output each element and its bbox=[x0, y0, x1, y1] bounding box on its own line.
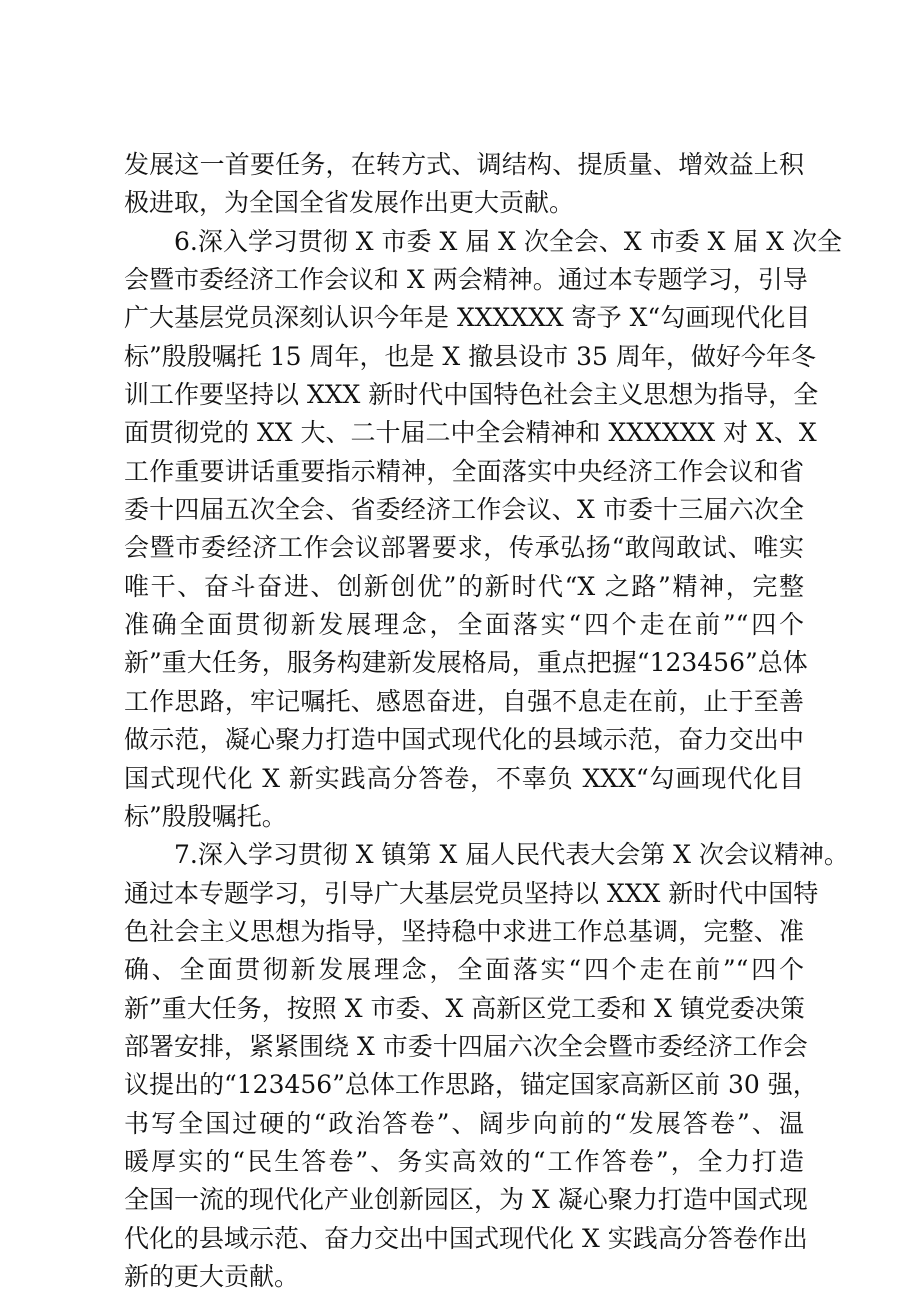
text-line: 委十四届五次全会、省委经济工作会议、X 市委十三届六次全 bbox=[124, 495, 804, 525]
text-line: 唯干、奋斗奋进、创新创优”的新时代“X 之路”精神，完整 bbox=[124, 571, 804, 601]
text-line: 准确全面贯彻新发展理念，全面落实“四个走在前”“四个 bbox=[124, 610, 804, 640]
text-line: 国式现代化 X 新实践高分答卷，不辜负 XXX“勾画现代化目 bbox=[124, 763, 804, 793]
text-line: 会暨市委经济工作会议部署要求，传承弘扬“敢闯敢试、唯实 bbox=[124, 533, 804, 563]
text-line: 通过本专题学习，引导广大基层党员坚持以 XXX 新时代中国特 bbox=[124, 878, 819, 908]
text-line: 标”殷殷嘱托 15 周年，也是 X 撤县设市 35 周年，做好今年冬 bbox=[124, 341, 816, 371]
text-line: 色社会主义思想为指导，坚持稳中求进工作总基调，完整、准 bbox=[124, 916, 804, 946]
text-line: 做示范，凝心聚力打造中国式现代化的县域示范，奋力交出中 bbox=[124, 725, 804, 755]
text-line: 工作思路，牢记嘱托、感恩奋进，自强不息走在前，止于至善 bbox=[124, 686, 804, 716]
text-line: 新”重大任务，服务构建新发展格局，重点把握“123456”总体 bbox=[124, 648, 808, 678]
text-line: 发展这一首要任务，在转方式、调结构、提质量、增效益上积 bbox=[124, 150, 804, 179]
text-line: 极进取，为全国全省发展作出更大贡献。 bbox=[124, 188, 575, 218]
text-line: 书写全国过硬的“政治答卷”、阔步向前的“发展答卷”、温 bbox=[124, 1108, 804, 1138]
text-line: 会暨市委经济工作会议和 X 两会精神。通过本专题学习，引导 bbox=[124, 265, 808, 295]
text-line: 标”殷殷嘱托。 bbox=[124, 801, 287, 831]
section-6-heading-line: 6.深入学习贯彻 X 市委 X 届 X 次全会、X 市委 X 届 X 次全 bbox=[174, 226, 843, 256]
text-line: 新的更大贡献。 bbox=[124, 1261, 300, 1291]
text-line: 议提出的“123456”总体工作思路，锚定国家高新区前 30 强， bbox=[124, 1070, 818, 1100]
text-line: 新”重大任务，按照 X 市委、X 高新区党工委和 X 镇党委决策 bbox=[124, 993, 805, 1023]
body-text bbox=[124, 146, 849, 1296]
text-line: 面贯彻党的 XX 大、二十届二中全会精神和 XXXXXX 对 X、X bbox=[124, 418, 817, 448]
text-line: 暖厚实的“民生答卷”、务实高效的“工作答卷”，全力打造 bbox=[124, 1146, 804, 1176]
text-line: 部署安排，紧紧围绕 X 市委十四届六次全会暨市委经济工作会 bbox=[124, 1031, 808, 1061]
text-line: 确、全面贯彻新发展理念，全面落实“四个走在前”“四个 bbox=[124, 955, 804, 985]
text-line: 广大基层党员深刻认识今年是 XXXXXX 寄予 X“勾画现代化目 bbox=[124, 303, 811, 333]
section-7-heading-line: 7.深入学习贯彻 X 镇第 X 届人民代表大会第 X 次会议精神。 bbox=[174, 840, 849, 870]
text-line: 工作重要讲话重要指示精神，全面落实中央经济工作会议和省 bbox=[124, 456, 804, 486]
text-line: 代化的县域示范、奋力交出中国式现代化 X 实践高分答卷作出 bbox=[124, 1223, 808, 1253]
text-line: 全国一流的现代化产业创新园区，为 X 凝心聚力打造中国式现 bbox=[124, 1185, 808, 1215]
text-line: 训工作要坚持以 XXX 新时代中国特色社会主义思想为指导，全 bbox=[124, 380, 819, 410]
